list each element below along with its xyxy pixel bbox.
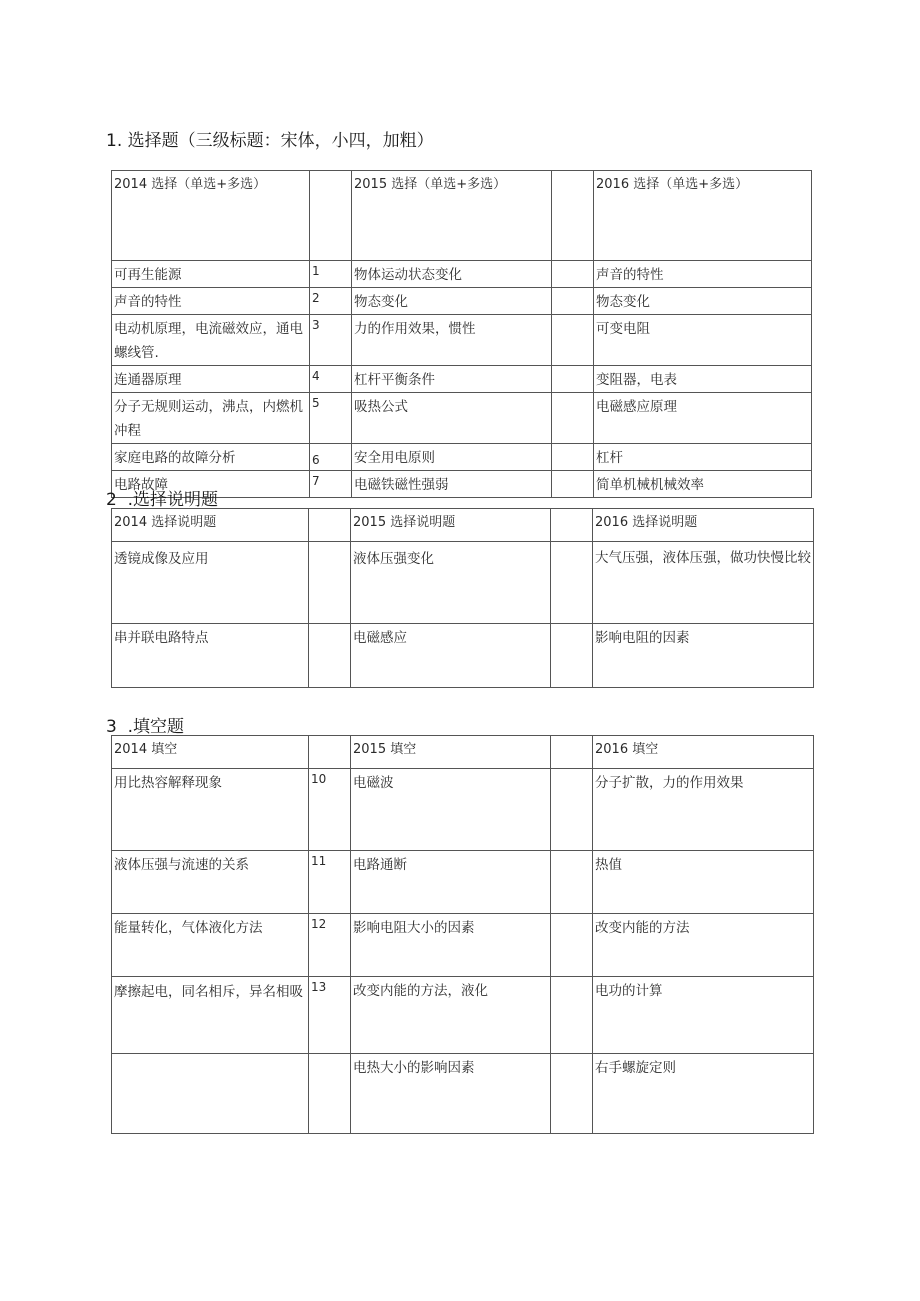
column-header-2015: 2015 选择说明题 bbox=[351, 509, 551, 542]
table-row bbox=[112, 1054, 814, 1134]
table-row bbox=[112, 914, 814, 977]
table-cell bbox=[551, 914, 593, 977]
section1-table bbox=[111, 170, 812, 498]
section2-table bbox=[111, 508, 814, 688]
table-row bbox=[112, 769, 814, 851]
question-number: 2 bbox=[310, 288, 352, 315]
table-cell bbox=[551, 977, 593, 1054]
column-header-2016: 2016 选择说明题 bbox=[593, 509, 814, 542]
table-row bbox=[112, 542, 814, 624]
table-header-row bbox=[112, 171, 812, 261]
table-cell: 简单机械机械效率 bbox=[594, 471, 812, 498]
table-cell bbox=[552, 393, 594, 444]
question-number: 10 bbox=[309, 769, 351, 851]
column-header-num bbox=[310, 171, 352, 261]
table-cell: 串并联电路特点 bbox=[112, 624, 309, 688]
question-number: 13 bbox=[309, 977, 351, 1054]
column-header-num bbox=[309, 509, 351, 542]
table-cell: 物态变化 bbox=[594, 288, 812, 315]
column-header-num bbox=[309, 736, 351, 769]
table-cell bbox=[551, 624, 593, 688]
table-cell: 大气压强，液体压强，做功快慢比较 bbox=[593, 542, 814, 624]
table-cell: 分子扩散，力的作用效果 bbox=[593, 769, 814, 851]
question-number: 1 bbox=[310, 261, 352, 288]
table-cell: 改变内能的方法 bbox=[593, 914, 814, 977]
table-cell: 右手螺旋定则 bbox=[593, 1054, 814, 1134]
table-row bbox=[112, 261, 812, 288]
table-cell: 液体压强与流速的关系 bbox=[112, 851, 309, 914]
table-cell bbox=[551, 542, 593, 624]
table-cell: 电磁铁磁性强弱 bbox=[352, 471, 552, 498]
table-cell bbox=[552, 471, 594, 498]
question-number: 3 bbox=[310, 315, 352, 366]
table-cell: 电磁波 bbox=[351, 769, 551, 851]
table-cell: 电功的计算 bbox=[593, 977, 814, 1054]
table-cell: 安全用电原则 bbox=[352, 444, 552, 471]
table-cell: 影响电阻的因素 bbox=[593, 624, 814, 688]
table-cell bbox=[551, 769, 593, 851]
table-row bbox=[112, 393, 812, 444]
table-cell: 用比热容解释现象 bbox=[112, 769, 309, 851]
column-header-2015: 2015 选择（单选+多选） bbox=[352, 171, 552, 261]
table-cell: 改变内能的方法，液化 bbox=[351, 977, 551, 1054]
table-cell: 电磁感应原理 bbox=[594, 393, 812, 444]
column-header-gap bbox=[551, 509, 593, 542]
question-number: 12 bbox=[309, 914, 351, 977]
table-cell: 电路通断 bbox=[351, 851, 551, 914]
table-cell: 分子无规则运动，沸点，内燃机冲程 bbox=[112, 393, 310, 444]
table-cell bbox=[552, 288, 594, 315]
table-cell: 摩擦起电，同名相斥，异名相吸 bbox=[112, 977, 309, 1054]
table-cell: 电热大小的影响因素 bbox=[351, 1054, 551, 1134]
question-number bbox=[309, 1054, 351, 1134]
column-header-gap bbox=[551, 736, 593, 769]
section3-heading: 3 .填空题 bbox=[106, 717, 185, 737]
table-cell: 透镜成像及应用 bbox=[112, 542, 309, 624]
table-cell: 可变电阻 bbox=[594, 315, 812, 366]
table-cell: 连通器原理 bbox=[112, 366, 310, 393]
table-cell: 电动机原理，电流磁效应，通电螺线管. bbox=[112, 315, 310, 366]
column-header-2015: 2015 填空 bbox=[351, 736, 551, 769]
table-cell: 可再生能源 bbox=[112, 261, 310, 288]
table-cell: 声音的特性 bbox=[112, 288, 310, 315]
column-header-2016: 2016 选择（单选+多选） bbox=[594, 171, 812, 261]
table-cell: 家庭电路的故障分析 bbox=[112, 444, 310, 471]
table-cell bbox=[552, 366, 594, 393]
table-row bbox=[112, 444, 812, 471]
section1-heading: 1. 选择题（三级标题：宋体，小四，加粗） bbox=[106, 131, 434, 151]
table-cell bbox=[309, 542, 351, 624]
table-header-row bbox=[112, 736, 814, 769]
table-cell: 杠杆 bbox=[594, 444, 812, 471]
column-header-2014: 2014 选择（单选+多选） bbox=[112, 171, 310, 261]
question-number: 7 bbox=[310, 471, 352, 498]
section2-heading: 2 .选择说明题 bbox=[106, 490, 219, 510]
table-cell bbox=[551, 1054, 593, 1134]
table-cell: 影响电阻大小的因素 bbox=[351, 914, 551, 977]
table-row bbox=[112, 288, 812, 315]
table-cell bbox=[309, 624, 351, 688]
table-cell: 物体运动状态变化 bbox=[352, 261, 552, 288]
table-cell: 变阻器，电表 bbox=[594, 366, 812, 393]
table-cell: 能量转化，气体液化方法 bbox=[112, 914, 309, 977]
question-number: 11 bbox=[309, 851, 351, 914]
question-number: 4 bbox=[310, 366, 352, 393]
table-cell: 杠杆平衡条件 bbox=[352, 366, 552, 393]
table-row bbox=[112, 851, 814, 914]
table-cell: 力的作用效果，惯性 bbox=[352, 315, 552, 366]
column-header-gap bbox=[552, 171, 594, 261]
column-header-2016: 2016 填空 bbox=[593, 736, 814, 769]
table-row bbox=[112, 315, 812, 366]
column-header-2014: 2014 选择说明题 bbox=[112, 509, 309, 542]
table-cell: 电路故障 bbox=[112, 471, 310, 498]
table-cell: 电磁感应 bbox=[351, 624, 551, 688]
table-cell: 热值 bbox=[593, 851, 814, 914]
table-cell: 声音的特性 bbox=[594, 261, 812, 288]
question-number: 6 bbox=[310, 444, 352, 471]
table-cell bbox=[552, 444, 594, 471]
table-cell bbox=[551, 851, 593, 914]
table-cell bbox=[552, 261, 594, 288]
column-header-2014: 2014 填空 bbox=[112, 736, 309, 769]
table-row bbox=[112, 977, 814, 1054]
table-cell bbox=[552, 315, 594, 366]
table-cell: 液体压强变化 bbox=[351, 542, 551, 624]
question-number: 5 bbox=[310, 393, 352, 444]
table-header-row bbox=[112, 509, 814, 542]
table-cell: 物态变化 bbox=[352, 288, 552, 315]
section3-table bbox=[111, 735, 814, 1134]
table-row bbox=[112, 366, 812, 393]
table-cell: 吸热公式 bbox=[352, 393, 552, 444]
table-cell bbox=[112, 1054, 309, 1134]
table-row bbox=[112, 624, 814, 688]
